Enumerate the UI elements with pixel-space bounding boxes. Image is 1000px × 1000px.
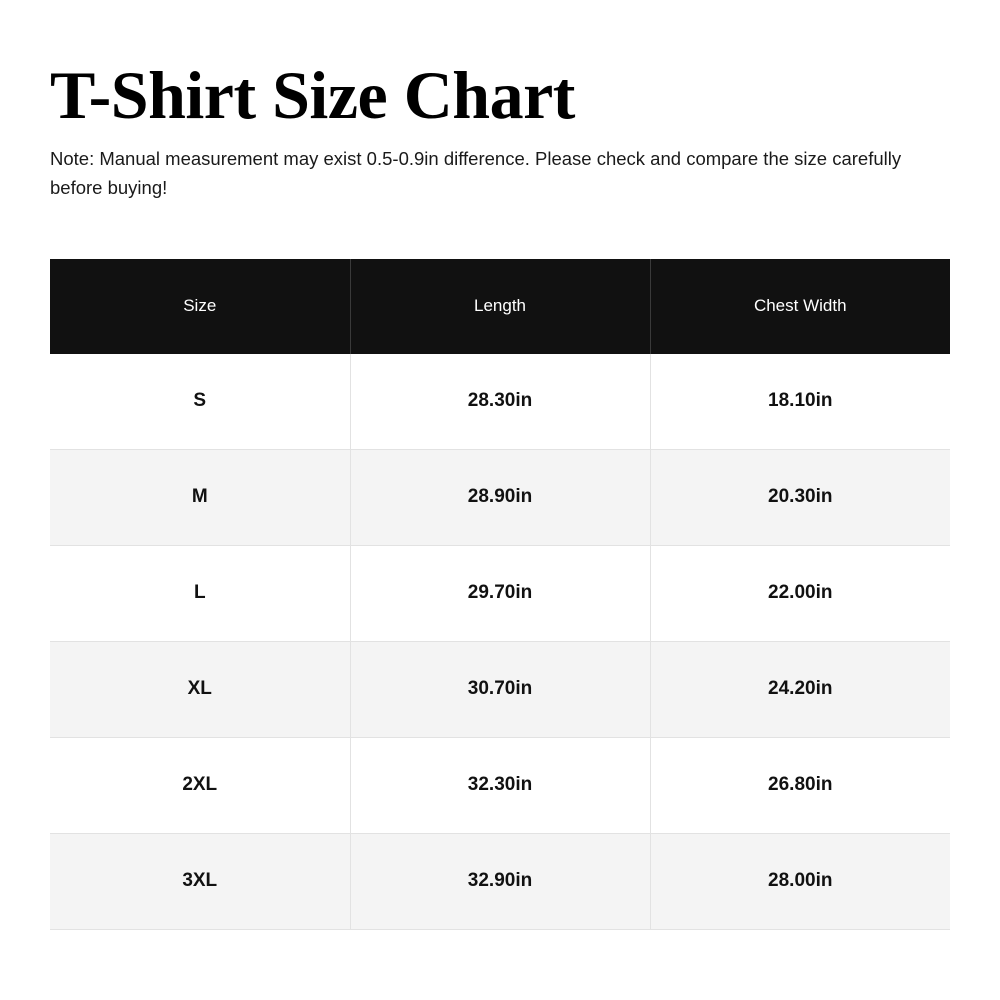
cell-length: 29.70in xyxy=(350,545,650,641)
table-row xyxy=(50,737,950,833)
cell-length: 32.30in xyxy=(350,737,650,833)
cell-length: 30.70in xyxy=(350,641,650,737)
table-row xyxy=(50,354,950,450)
table-row xyxy=(50,449,950,545)
cell-chest-width: 22.00in xyxy=(650,545,950,641)
cell-size: M xyxy=(50,449,350,545)
cell-chest-width: 18.10in xyxy=(650,354,950,450)
size-chart-table xyxy=(50,259,950,930)
cell-size: S xyxy=(50,354,350,450)
column-header-chest-width: Chest Width xyxy=(650,259,950,354)
cell-chest-width: 20.30in xyxy=(650,449,950,545)
column-header-length: Length xyxy=(350,259,650,354)
cell-chest-width: 28.00in xyxy=(650,833,950,929)
cell-size: XL xyxy=(50,641,350,737)
table-header xyxy=(50,259,950,354)
page-title: T-Shirt Size Chart xyxy=(50,57,575,133)
cell-length: 28.90in xyxy=(350,449,650,545)
column-header-size: Size xyxy=(50,259,350,354)
cell-length: 32.90in xyxy=(350,833,650,929)
table-body xyxy=(50,354,950,930)
cell-chest-width: 26.80in xyxy=(650,737,950,833)
size-chart-table-wrapper xyxy=(50,259,950,930)
cell-chest-width: 24.20in xyxy=(650,641,950,737)
table-row xyxy=(50,545,950,641)
table-header-row xyxy=(50,259,950,354)
cell-length: 28.30in xyxy=(350,354,650,450)
cell-size: 3XL xyxy=(50,833,350,929)
table-row xyxy=(50,833,950,929)
measurement-note: Note: Manual measurement may exist 0.5-0.9in difference. Please check and compare the size carefully before buying! xyxy=(50,148,902,199)
cell-size: L xyxy=(50,545,350,641)
cell-size: 2XL xyxy=(50,737,350,833)
table-row xyxy=(50,641,950,737)
